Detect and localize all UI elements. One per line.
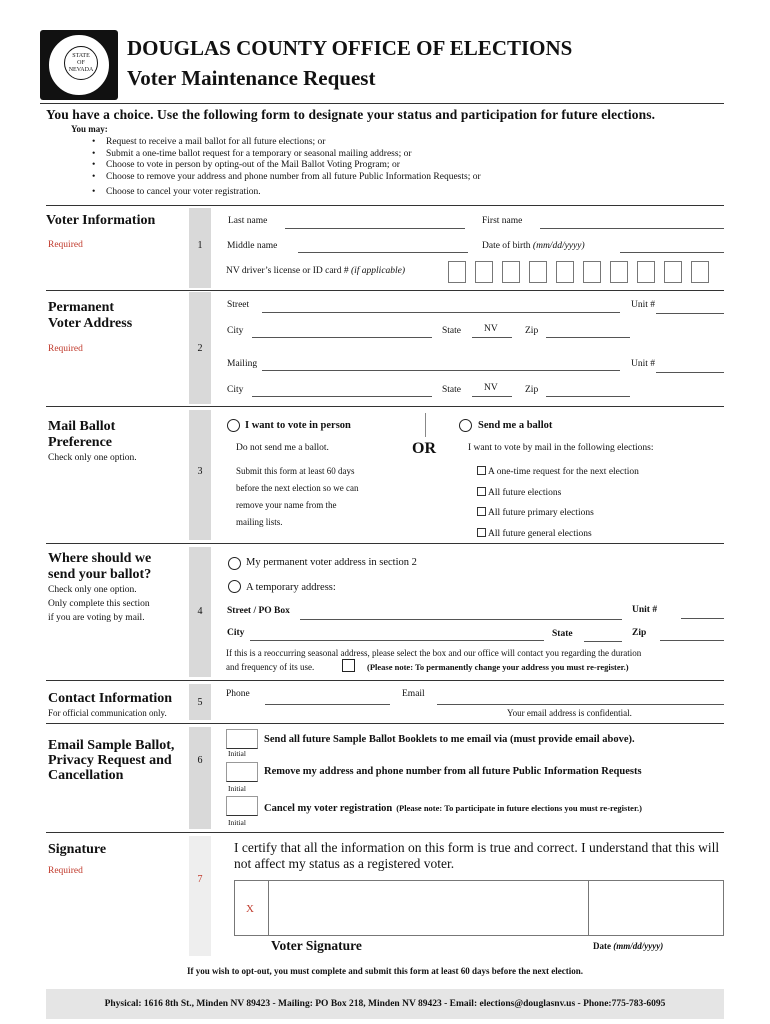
section-number: 3 [197,466,203,477]
section-number: 6 [197,755,203,766]
county-seal-logo: STATE OF NEVADA [40,30,118,100]
section-number: 7 [197,874,203,885]
city-label: City [227,628,245,638]
divider [588,880,589,936]
mailing-label: Mailing [227,359,258,369]
divider [46,832,724,833]
temp-unit-input[interactable] [681,618,724,619]
phone-label: Phone [226,689,250,699]
section-7-title: Signature [48,842,107,857]
first-name-label: First name [482,216,523,226]
section-3-title2: Preference [48,435,112,450]
digit-box[interactable] [664,261,682,283]
unit-label: Unit # [631,300,656,310]
dob-label: Date of birth (mm/dd/yyyy) [482,241,585,251]
digit-box[interactable] [502,261,520,283]
initial-label: Initial [228,749,246,758]
email-input[interactable] [437,704,724,705]
section-6-title1: Email Sample Ballot, [48,738,175,753]
vote-by-mail-text: I want to vote by mail in the following elections: [468,443,654,453]
digit-box[interactable] [583,261,601,283]
zip-label: Zip [632,628,647,638]
license-boxes[interactable] [448,261,709,283]
middle-name-label: Middle name [227,241,278,251]
section-4-title1: Where should we [48,551,152,566]
mailing-city-input[interactable] [252,396,432,397]
section-1-bar [189,208,211,288]
permanent-address-radio[interactable] [228,557,241,570]
street-po-label: Street / PO Box [227,606,290,616]
option-all-future[interactable]: All future elections [477,483,639,504]
city-label: City [227,385,244,395]
or-divider [425,413,426,437]
digit-box[interactable] [475,261,493,283]
section-6-title3: Cancellation [48,768,124,783]
org-title: DOUGLAS COUNTY OFFICE OF ELECTIONS [127,36,573,60]
initial-box-1[interactable] [226,729,258,749]
zip-label: Zip [525,385,539,395]
date-label: Date (mm/dd/yyyy) [593,941,664,951]
form-title: Voter Maintenance Request [127,66,376,90]
list-item: • Choose to cancel your voter registration. [92,187,481,199]
unit-label: Unit # [631,359,656,369]
temp-city-input[interactable] [250,640,544,641]
intro-choice: You have a choice. Use the following form to designate your status and participation for future elections. [46,107,656,122]
temp-street-input[interactable] [300,619,622,620]
send-ballot-radio[interactable] [459,419,472,432]
divider [268,880,269,936]
city-label: City [227,326,244,336]
mailing-state-input[interactable] [472,396,512,397]
option-one-time[interactable]: A one-time request for the next election [477,462,639,483]
required-label: Required [48,240,83,250]
section-7-bar [189,836,211,956]
city-input[interactable] [252,337,432,338]
seasonal-text: If this is a reoccurring seasonal address, please select the box and our office will contact you regarding the duration [226,648,642,658]
section-4-sub: Check only one option. Only complete this section if you are voting by mail. [48,585,150,623]
mailing-unit-input[interactable] [656,372,724,373]
checkbox[interactable] [477,528,486,537]
permanent-address-label: My permanent voter address in section 2 [246,557,417,568]
email-confidential: Your email address is confidential. [507,708,632,718]
signature-label: Voter Signature [271,938,362,953]
divider [46,406,724,407]
section-number: 2 [197,343,203,354]
list-item: • Request to receive a mail ballot for all future elections; or [92,137,481,149]
section-2-bar [189,292,211,404]
list-item: • Submit a one-time ballot request for a temporary or seasonal mailing address; or [92,149,481,161]
required-label: Required [48,866,83,876]
unit-input[interactable] [656,313,724,314]
digit-box[interactable] [691,261,709,283]
divider [46,723,724,724]
phone-input[interactable] [265,704,390,705]
last-name-label: Last name [228,216,268,226]
optout-notice: If you wish to opt-out, you must complete and submit this form at least 60 days before the next election. [186,966,584,976]
checkbox[interactable] [477,507,486,516]
signature-box[interactable] [234,880,724,936]
digit-box[interactable] [529,261,547,283]
state-label: State [442,385,461,395]
or-label: OR [412,440,436,457]
list-item: • Choose to vote in person by opting-out of the Mail Ballot Voting Program; or [92,160,481,172]
in-person-label: I want to vote in person [245,420,351,431]
digit-box[interactable] [637,261,655,283]
section-number: 4 [197,606,203,617]
state-value: NV [484,324,498,334]
zip-input[interactable] [546,337,630,338]
section-number: 1 [197,240,203,251]
checkbox[interactable] [477,466,486,475]
section-3-title1: Mail Ballot [48,419,116,434]
seasonal-text-2: and frequency of its use. [226,662,315,672]
dob-input[interactable] [620,252,724,253]
seasonal-checkbox[interactable] [342,659,355,672]
privacy-option: Remove my address and phone number from all future Public Information Requests [264,766,642,777]
intro-bullets [92,137,481,199]
section-2-title2: Voter Address [48,316,133,331]
section-4-title2: send your ballot? [48,567,152,582]
election-options [477,462,639,544]
option-general[interactable]: All future general elections [477,524,639,545]
divider [46,205,724,206]
divider [46,543,724,544]
reregister-note: (Please note: To permanently change your address you must re-register.) [367,662,629,672]
section-3-bar [189,410,211,540]
section-5-title: Contact Information [48,691,173,706]
send-ballot-label: Send me a ballot [478,420,553,431]
section-6-bar [189,727,211,829]
required-label: Required [48,344,83,354]
street-label: Street [227,300,250,310]
signature-x: X [246,903,254,915]
certify-text: I certify that all the information on this form is true and correct. I understand that this will not affect my status as a registered voter. [234,840,720,871]
digit-box[interactable] [448,261,466,283]
sample-ballot-option: Send all future Sample Ballot Booklets to me email via (must provide email above). [264,734,635,745]
zip-label: Zip [525,326,539,336]
cancel-option: Cancel my voter registration (Please note: To participate in future elections you must re-register.) [264,803,642,814]
mailing-zip-input[interactable] [546,396,630,397]
section-3-sub: Check only one option. [48,453,137,463]
temp-zip-input[interactable] [660,640,724,641]
middle-name-input[interactable] [298,252,468,253]
header-divider [40,103,724,104]
initial-label: Initial [228,784,246,793]
section-1-title: Voter Information [46,213,156,228]
section-6-title2: Privacy Request and [48,753,172,768]
temporary-address-label: A temporary address: [246,582,336,593]
first-name-input[interactable] [540,228,724,229]
mailing-input[interactable] [262,370,620,371]
dont-send-text: Do not send me a ballot. [236,443,329,453]
checkbox[interactable] [477,487,486,496]
initial-label: Initial [228,818,246,827]
you-may-label: You may: [71,124,108,134]
contact-footer: Physical: 1616 8th St., Minden NV 89423 - Mailing: PO Box 218, Minden NV 89423 - Email: elections@douglasnv.us - Phone:775-783-6095 [46,989,724,1019]
temporary-address-radio[interactable] [228,580,241,593]
email-label: Email [402,689,425,699]
divider [46,680,724,681]
section-2-title1: Permanent [48,300,115,315]
section-number: 5 [197,697,203,708]
street-input[interactable] [262,312,620,313]
temp-state-input[interactable] [584,641,622,642]
section-4-bar [189,547,211,677]
section-5-bar [189,684,211,720]
state-label: State [442,326,461,336]
option-primary[interactable]: All future primary elections [477,503,639,524]
submit-text: Submit this form at least 60 days before the next election so we can remove your name from the mailing lists. [236,466,359,527]
unit-label: Unit # [632,605,658,615]
initial-box-2[interactable] [226,762,258,782]
initial-box-3[interactable] [226,796,258,816]
state-label: State [552,629,573,639]
divider [46,290,724,291]
last-name-input[interactable] [285,228,465,229]
state-value: NV [484,383,498,393]
section-5-sub: For official communication only. [48,708,167,718]
in-person-radio[interactable] [227,419,240,432]
license-label: NV driver’s license or ID card # (if applicable) [226,266,406,276]
digit-box[interactable] [610,261,628,283]
state-input[interactable] [472,337,512,338]
digit-box[interactable] [556,261,574,283]
list-item: • Choose to remove your address and phone number from all future Public Information Requests; or [92,172,481,184]
